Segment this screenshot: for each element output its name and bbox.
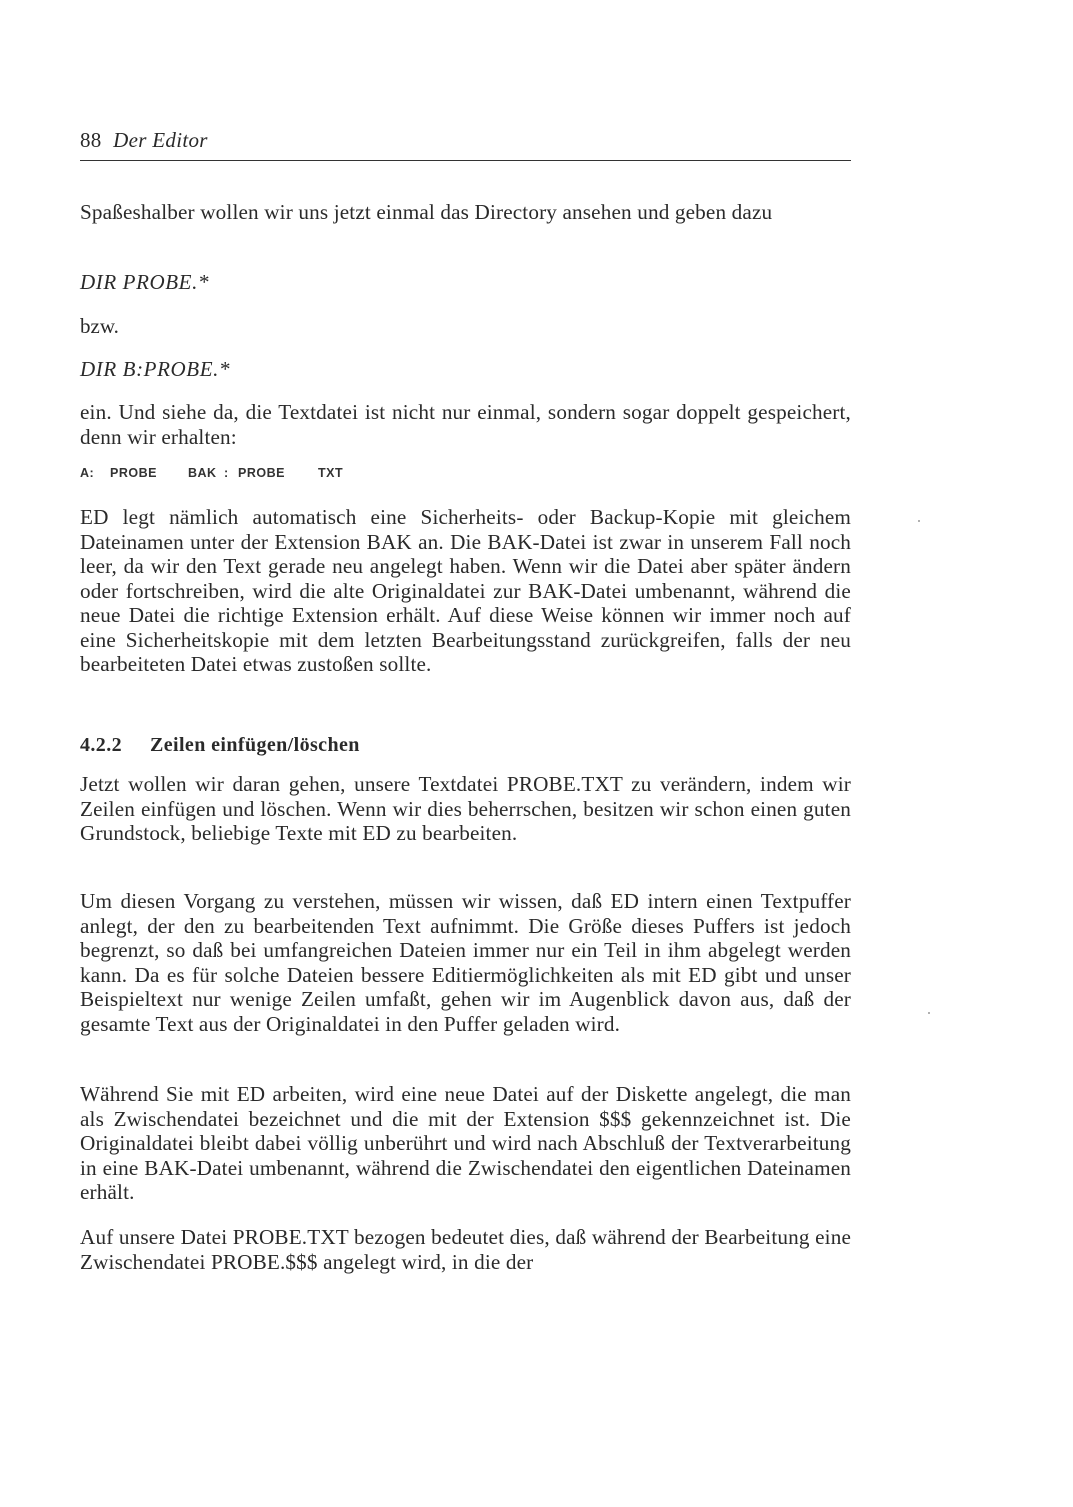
paragraph-temp-file: Während Sie mit ED arbeiten, wird eine neue Datei auf der Diskette angelegt, die man als Zwischendatei bezeichnet und die mit der Extension $$$ gekennzeichnet ist. Die Originaldatei bleibt dabei völlig unberührt und wird nach Abschluß der Textverarbeitung in eine BAK-Datei umbenannt, während die Zwischendatei den eigentlichen Dateinamen erhält. [80, 1082, 851, 1204]
running-title: Der Editor [113, 128, 208, 152]
section-title: Zeilen einfügen/löschen [150, 734, 360, 756]
listing-name-2: PROBE [238, 466, 285, 480]
directory-listing [80, 466, 343, 480]
page-number: 88 [80, 128, 102, 152]
section-heading [80, 734, 360, 757]
section-number: 4.2.2 [80, 734, 122, 756]
listing-drive: A: [80, 466, 95, 480]
listing-ext-2: TXT [318, 466, 344, 480]
paragraph-backup-explanation: ED legt nämlich automatisch eine Sicherheits- oder Backup-Kopie mit gleichem Dateinamen unter der Extension BAK an. Die BAK-Datei ist zwar in unserem Fall noch leer, da wir den Text gerade neu angelegt haben. Wenn wir die Datei aber später ändern oder fortschreiben, wird die alte Originaldatei zur BAK-Datei umbenannt, während die neue Datei die richtige Extension erhält. Auf diese Weise können wir immer noch auf eine Sicherheitskopie mit dem letzten Bearbeitungsstand zurückgreifen, falls der neu bearbeiteten Datei etwas zustoßen sollte. [80, 505, 851, 676]
scan-speck [928, 1012, 930, 1014]
listing-name-1: PROBE [110, 466, 157, 480]
command-dir-b-probe: DIR B:PROBE.* [80, 357, 231, 381]
listing-ext-1: BAK [188, 466, 217, 480]
running-header [80, 128, 208, 153]
text-bzw: bzw. [80, 314, 119, 338]
paragraph-insert-delete: Jetzt wollen wir daran gehen, unsere Textdatei PROBE.TXT zu verändern, indem wir Zeilen einfügen und löschen. Wenn wir dies beherrschen, besitzen wir schon einen guten Grundstock, beliebige Texte mit ED zu bearbeiten. [80, 772, 851, 845]
command-dir-probe: DIR PROBE.* [80, 270, 210, 294]
paragraph-buffer: Um diesen Vorgang zu verstehen, müssen wir wissen, daß ED intern einen Textpuffer anlegt, der den zu bearbeitenden Text aufnimmt. Die Größe dieses Puffers ist jedoch begrenzt, so daß bei umfangreichen Dateien immer nur ein Teil in ihm abgelegt werden kann. Da es für solche Dateien bessere Editiermöglichkeiten als mit ED gibt und unser Beispieltext nur wenige Zeilen umfaßt, gehen wir im Augenblick davon aus, daß der gesamte Text aus der Originaldatei in den Puffer geladen wird. [80, 889, 851, 1036]
header-rule [80, 160, 851, 161]
paragraph-result-intro: ein. Und siehe da, die Textdatei ist nicht nur einmal, sondern sogar doppelt gespeichert, denn wir erhalten: [80, 400, 851, 449]
paragraph-probe-temp: Auf unsere Datei PROBE.TXT bezogen bedeutet dies, daß während der Bearbeitung eine Zwischendatei PROBE.$$$ angelegt wird, in die der [80, 1225, 851, 1274]
scan-speck [918, 520, 920, 522]
paragraph-intro: Spaßeshalber wollen wir uns jetzt einmal das Directory ansehen und geben dazu [80, 200, 773, 224]
listing-separator: : [224, 466, 229, 480]
